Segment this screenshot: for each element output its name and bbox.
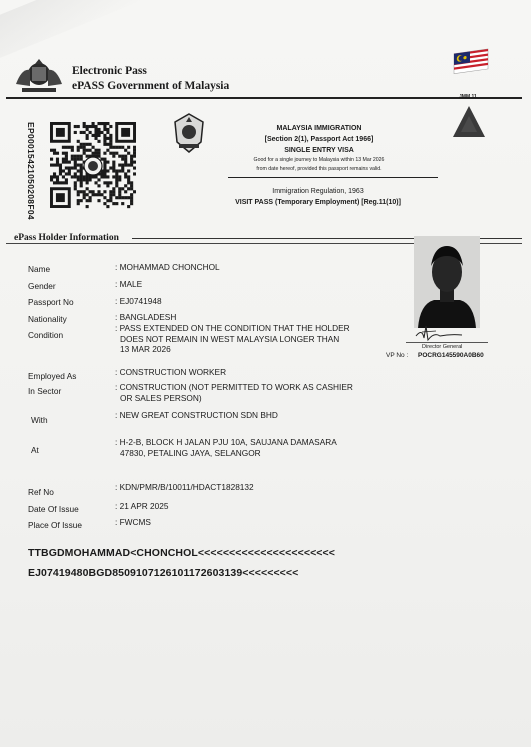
immigration-block bbox=[226, 123, 412, 174]
place-value: : FWCMS bbox=[115, 517, 151, 527]
nationality-label: Nationality bbox=[28, 314, 67, 324]
ref-label: Ref No bbox=[28, 487, 54, 497]
condition-line2: DOES NOT REMAIN IN WEST MALAYSIA LONGER THAN bbox=[120, 333, 340, 344]
sector-value bbox=[115, 382, 380, 403]
condition-value bbox=[115, 323, 380, 355]
at-label: At bbox=[31, 445, 39, 455]
immigration-line4: Good for a single journey to Malaysia within 13 Mar 2026 bbox=[253, 157, 385, 163]
name-label: Name bbox=[28, 264, 51, 274]
immigration-line3: SINGLE ENTRY VISA bbox=[284, 147, 354, 154]
regulation-line2 bbox=[205, 197, 431, 208]
header-title-line1: Electronic Pass bbox=[72, 65, 147, 77]
mrz-line2: EJ07419480BGD8509107126101172603139<<<<<<<<< bbox=[28, 567, 299, 579]
regulation-block bbox=[205, 186, 431, 208]
header-divider bbox=[6, 97, 522, 99]
condition-label: Condition bbox=[28, 330, 64, 340]
paper-fold-shadow bbox=[0, 0, 151, 60]
header-title-line2: ePASS Government of Malaysia bbox=[72, 80, 230, 92]
sector-line2: OR SALES PERSON) bbox=[120, 392, 202, 403]
vp-number-value: POCRG145590A0B60 bbox=[418, 352, 484, 359]
coat-of-arms-icon bbox=[12, 56, 66, 96]
with-label: With bbox=[31, 415, 48, 425]
immigration-line1: MALAYSIA IMMIGRATION bbox=[276, 125, 362, 132]
date-value: : 21 APR 2025 bbox=[115, 501, 169, 511]
gender-value: : MALE bbox=[115, 279, 143, 289]
director-signature bbox=[410, 322, 482, 344]
employed-label: Employed As bbox=[28, 371, 77, 381]
qr-code bbox=[50, 122, 136, 210]
immigration-badge-icon bbox=[171, 112, 207, 154]
condition-line3: 13 MAR 2026 bbox=[120, 344, 171, 354]
gender-label: Gender bbox=[28, 281, 56, 291]
holder-photo bbox=[414, 236, 480, 328]
at-value bbox=[115, 437, 380, 458]
with-value: : NEW GREAT CONSTRUCTION SDN BHD bbox=[115, 410, 278, 420]
ref-value: : KDN/PMR/B/10011/HDACT1828132 bbox=[115, 482, 254, 492]
passport-label: Passport No bbox=[28, 297, 74, 307]
vp-number-label: VP No : bbox=[386, 352, 409, 359]
director-general-label: Director General bbox=[422, 344, 463, 350]
triangle-emblem-icon bbox=[451, 104, 487, 140]
regulation-line2-text: VISIT PASS (Temporary Employment) [Reg.11(10)] bbox=[235, 199, 401, 206]
malaysia-flag-icon bbox=[452, 48, 490, 76]
passport-value: : EJ0741948 bbox=[115, 296, 162, 306]
triangle-label: JMM 11 bbox=[459, 94, 477, 100]
condition-line1: : PASS EXTENDED ON THE CONDITION THAT THE HOLDER bbox=[115, 323, 350, 333]
immigration-line5: from date hereof, provided this passport remains valid. bbox=[256, 166, 382, 172]
at-line1: : H-2-B, BLOCK H JALAN PJU 10A, SAUJANA DAMASARA bbox=[115, 437, 337, 447]
mrz-line1: TTBGDMOHAMMAD<CHONCHOL<<<<<<<<<<<<<<<<<<<<<< bbox=[28, 547, 335, 559]
employed-value: : CONSTRUCTION WORKER bbox=[115, 367, 227, 377]
header-title bbox=[72, 64, 229, 94]
signature-rule bbox=[406, 342, 488, 343]
sector-line1: : CONSTRUCTION (NOT PERMITTED TO WORK AS CASHIER bbox=[115, 382, 353, 392]
vertical-serial-code: EP00015421050208F04 bbox=[26, 122, 36, 220]
immigration-line2: [Section 2(1), Passport Act 1966] bbox=[264, 136, 374, 143]
sector-label: In Sector bbox=[28, 386, 62, 396]
immigration-divider bbox=[228, 177, 438, 178]
section-title: ePass Holder Information bbox=[14, 233, 119, 243]
name-value: : MOHAMMAD CHONCHOL bbox=[115, 262, 220, 272]
at-line2: 47830, PETALING JAYA, SELANGOR bbox=[120, 447, 261, 458]
nationality-value: : BANGLADESH bbox=[115, 312, 177, 322]
regulation-line1: Immigration Regulation, 1963 bbox=[272, 188, 364, 195]
date-label: Date Of Issue bbox=[28, 504, 79, 514]
place-label: Place Of Issue bbox=[28, 520, 82, 530]
